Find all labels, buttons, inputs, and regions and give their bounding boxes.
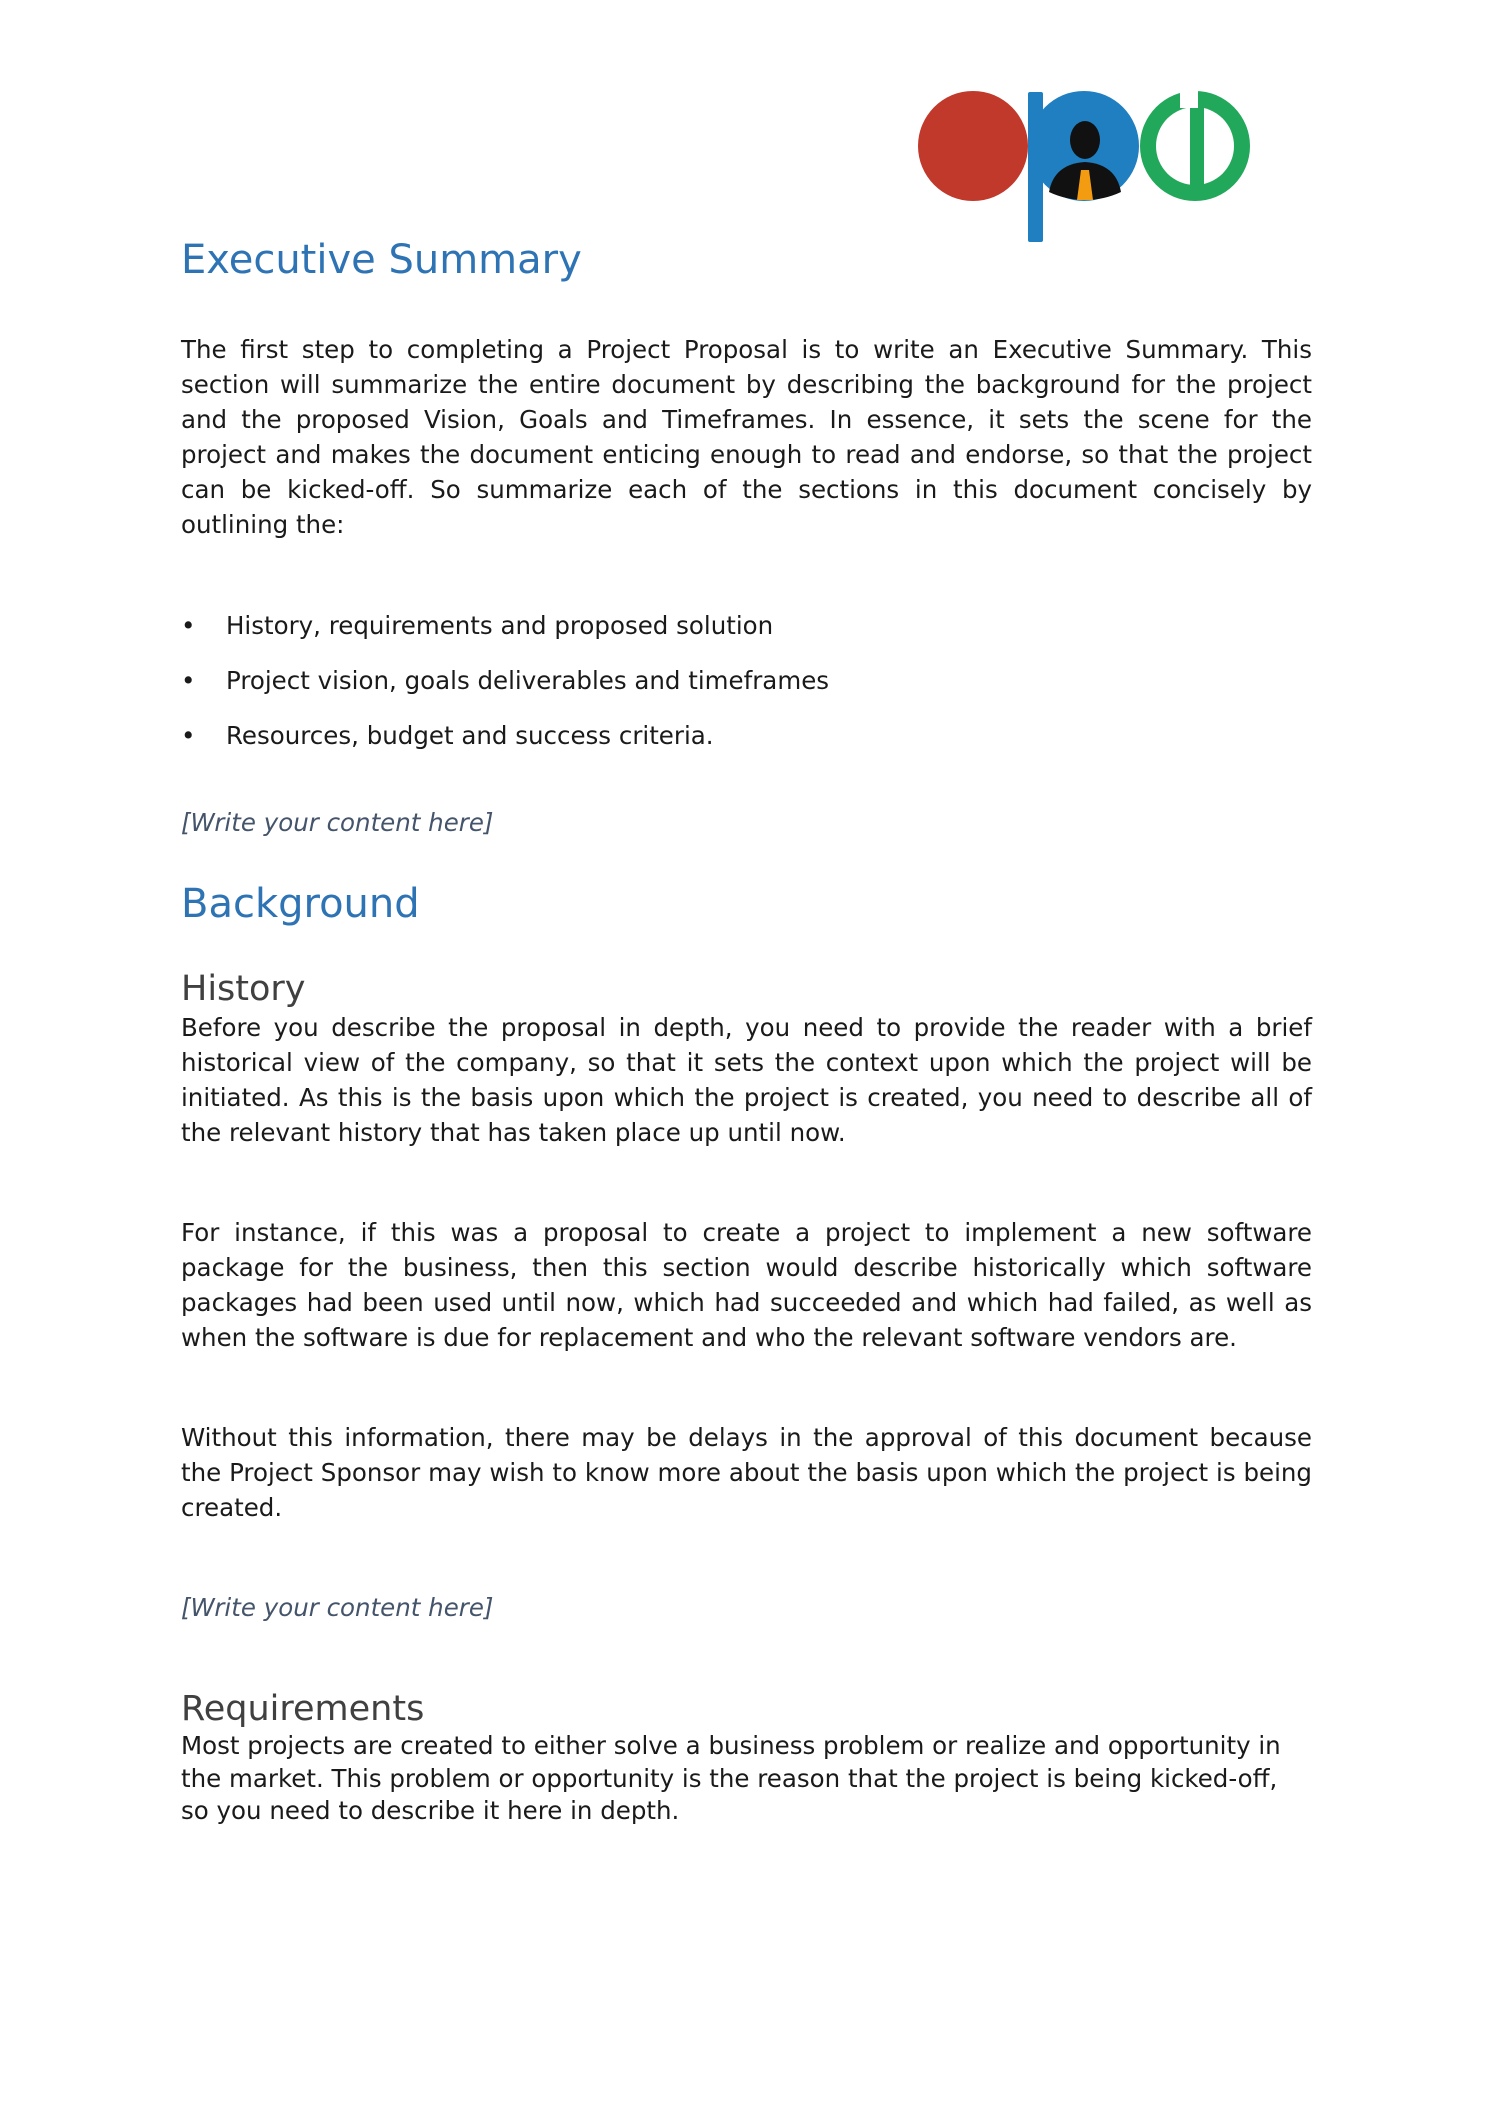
history-paragraph-3: Without this information, there may be delays in the approval of this document because the Project Sponsor may wish to know more about the basis upon which the project is being created. <box>181 1423 1312 1522</box>
list-item <box>181 718 1312 753</box>
list-item-text: History, requirements and proposed solution <box>226 611 774 640</box>
history-paragraph-2: For instance, if this was a proposal to create a project to implement a new software package for the business, then this section would describe historically which software packages had been used until now, which had succeeded and which had failed, as well as when the software is due for replacement and who the relevant software vendors are. <box>181 1218 1312 1352</box>
history-heading: History <box>181 969 306 1009</box>
executive-summary-intro: The first step to completing a Project Proposal is to write an Executive Summary. This section will summarize the entire document by describing the background for the project and the proposed Vision, Goals and Timeframes. In essence, it sets the scene for the project and makes the document enticing enough to read and endorse, so that the project can be kicked-off. So summarize each of the sections in this document concisely by outlining the: <box>181 335 1312 539</box>
document-body <box>181 232 1312 1828</box>
list-item-text: Project vision, goals deliverables and timeframes <box>226 666 830 695</box>
list-item <box>181 608 1312 643</box>
list-item-text: Resources, budget and success criteria. <box>226 721 714 750</box>
logo-blue-stem <box>1028 92 1043 242</box>
executive-summary-heading: Executive Summary <box>181 237 582 283</box>
executive-summary-bullets <box>181 608 1312 753</box>
bullet-symbol: • <box>181 721 196 750</box>
executive-summary-placeholder: [Write your content here] <box>181 808 494 837</box>
history-placeholder: [Write your content here] <box>181 1593 494 1622</box>
requirements-heading: Requirements <box>181 1689 425 1729</box>
list-item <box>181 663 1312 698</box>
bullet-symbol: • <box>181 666 196 695</box>
company-logo <box>918 84 1258 244</box>
requirements-paragraph: Most projects are created to either solve a business problem or realize and opportunity in the market. This problem or opportunity is the reason that the project is being kicked-off, so you need to describe it here in depth. <box>181 1731 1281 1825</box>
history-paragraph-1: Before you describe the proposal in depth, you need to provide the reader with a brief historical view of the company, so that it sets the context upon which the project will be initiated. As this is the basis upon which the project is created, you need to describe all of the relevant history that has taken place up until now. <box>181 1013 1312 1147</box>
bullet-symbol: • <box>181 611 196 640</box>
background-heading: Background <box>181 881 420 927</box>
logo-red-circle <box>918 91 1028 201</box>
